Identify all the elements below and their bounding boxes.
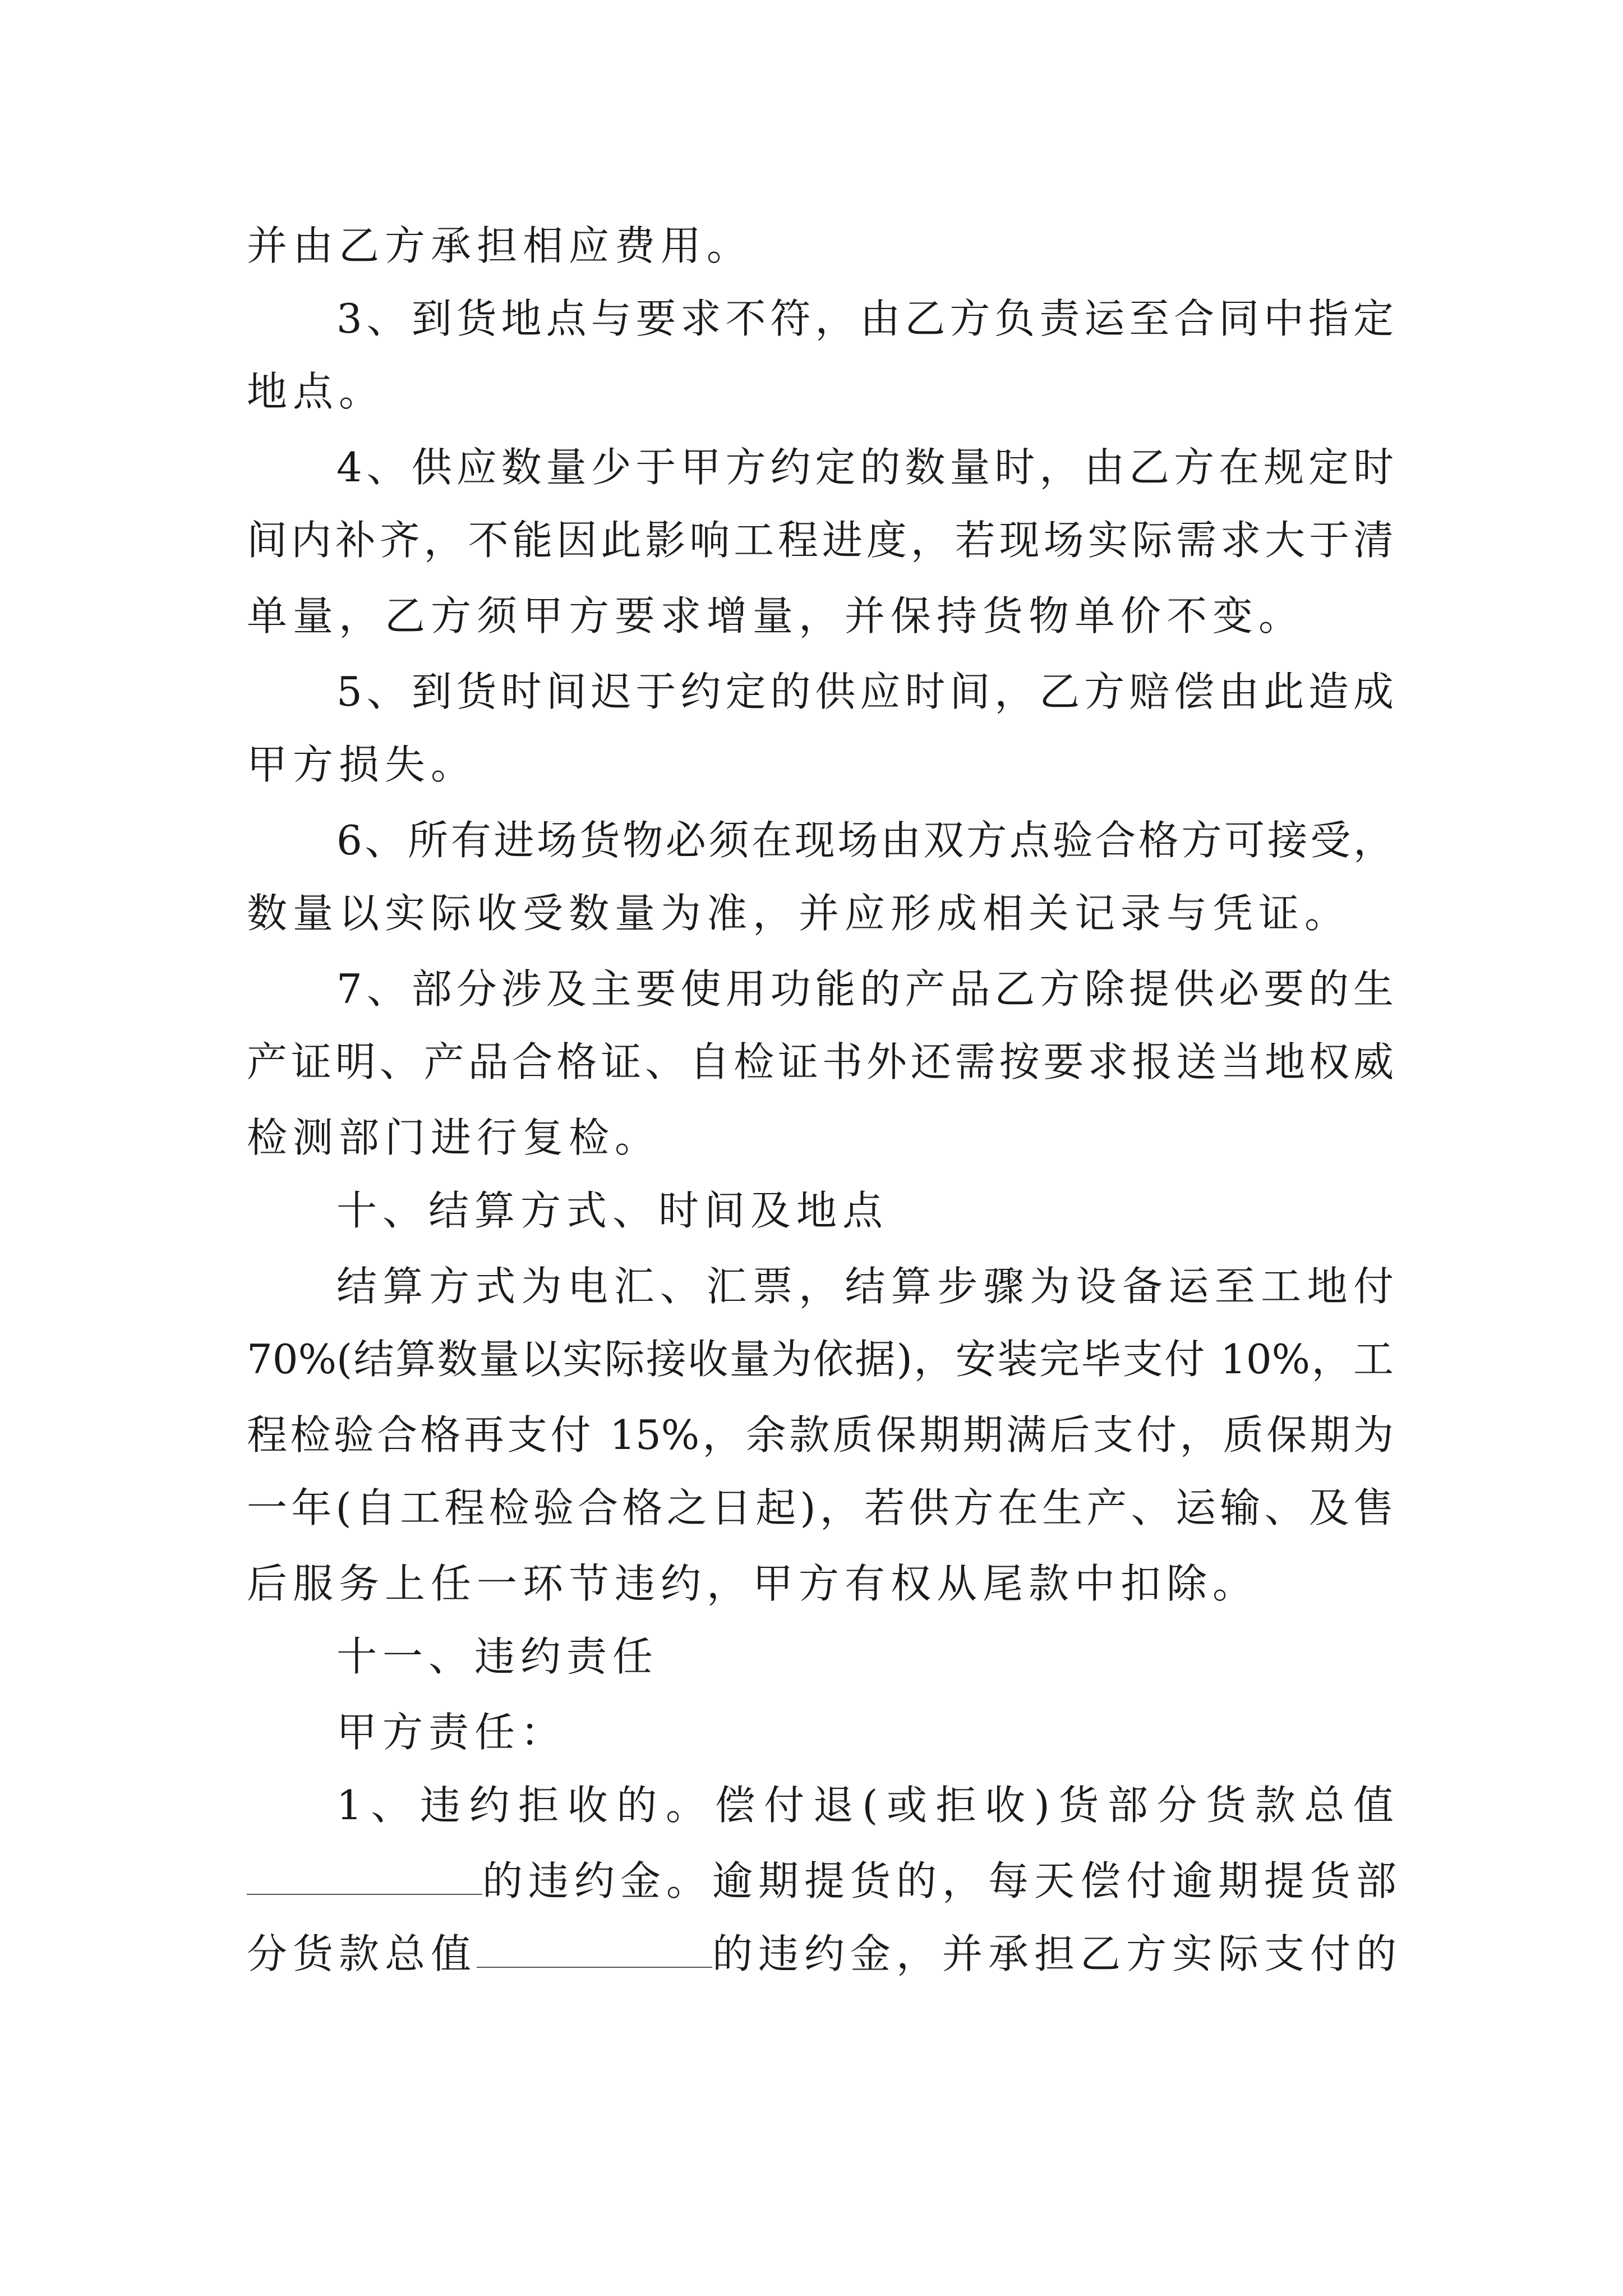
text-line: 6、所有进场货物必须在现场由双方点验合格方可接受，: [336, 817, 1394, 864]
text-line: 4、供应数量少于甲方约定的数量时，由乙方在规定时: [336, 444, 1394, 491]
text-segment: 的违约金。逾期提货的，每天偿付逾期提货部: [482, 1857, 1403, 1904]
text-line-with-blank: [247, 1854, 1402, 1908]
text-line: 甲方责任：: [336, 1709, 567, 1756]
section-heading: 十一、违约责任: [336, 1633, 659, 1680]
text-line: 7、部分涉及主要使用功能的产品乙方除提供必要的生: [336, 965, 1394, 1013]
text-line: 5、到货时间迟于约定的供应时间，乙方赔偿由此造成: [336, 668, 1394, 715]
fill-in-blank[interactable]: [247, 1855, 482, 1895]
text-line: 地点。: [247, 368, 385, 415]
text-line: 产证明、产品合格证、自检证书外还需按要求报送当地权威: [247, 1038, 1394, 1085]
text-segment: 分货款总值: [247, 1930, 477, 1977]
text-line: 3、到货地点与要求不符，由乙方负责运至合同中指定: [336, 295, 1394, 342]
text-line: 结算方式为电汇、汇票，结算步骤为设备运至工地付: [336, 1263, 1394, 1310]
fill-in-blank[interactable]: [477, 1927, 712, 1968]
text-line: 后服务上任一环节违约，甲方有权从尾款中扣除。: [247, 1560, 1259, 1607]
text-line: 检测部门进行复检。: [247, 1114, 661, 1161]
text-line: 并由乙方承担相应费用。: [247, 222, 753, 269]
text-segment: 的违约金，并承担乙方实际支付的: [712, 1930, 1403, 1977]
text-line: 单量，乙方须甲方要求增量，并保持货物单价不变。: [247, 592, 1305, 639]
text-line: 一年(自工程检验合格之日起)，若供方在生产、运输、及售: [247, 1484, 1394, 1531]
text-line: 程检验合格再支付 15%，余款质保期期满后支付，质保期为: [247, 1411, 1394, 1458]
text-line-with-blank: [247, 1927, 1402, 1981]
text-line: 甲方损失。: [247, 741, 477, 788]
text-line: 间内补齐，不能因此影响工程进度，若现场实际需求大于清: [247, 517, 1394, 564]
text-line: 数量以实际收受数量为准，并应形成相关记录与凭证。: [247, 890, 1351, 937]
text-line: 70%(结算数量以实际接收量为依据)，安装完毕支付 10%，工: [247, 1336, 1394, 1383]
section-heading: 十、结算方式、时间及地点: [336, 1187, 889, 1234]
text-line: 1、违约拒收的。偿付退(或拒收)货部分货款总值: [336, 1782, 1394, 1829]
